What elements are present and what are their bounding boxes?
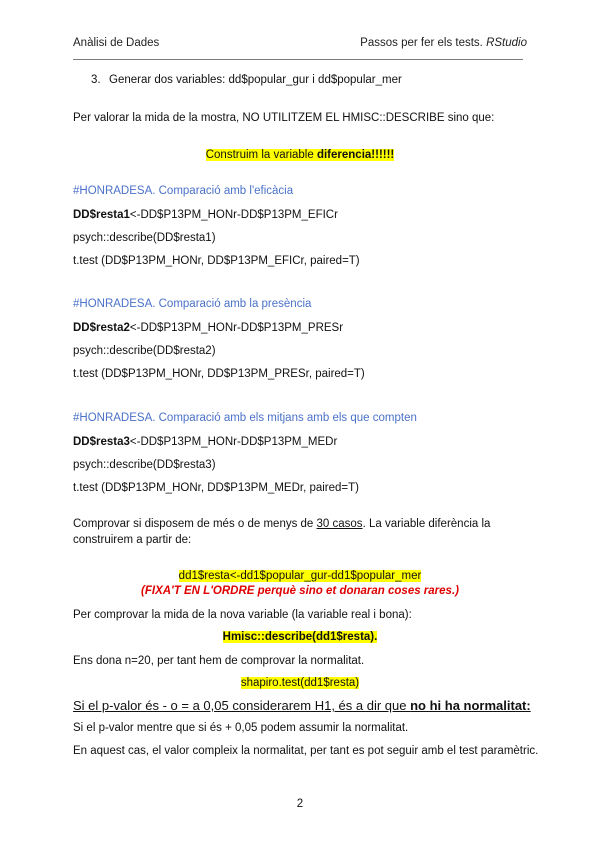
- check-line-1-underlined: 30 casos: [316, 518, 363, 530]
- section-1-assign-var: DD$resta1: [73, 209, 130, 221]
- highlight-text: [206, 149, 395, 161]
- formula-text: dd1$resta<-dd1$popular_gur-dd1$popular_mer: [178, 570, 422, 582]
- section-1-ttest: t.test (DD$P13PM_HONr, DD$P13PM_EFICr, paired=T): [73, 255, 360, 267]
- pvalue-line-1-plain: Si el p-valor és - o = a 0,05 considerarem H1, és a dir que: [73, 698, 411, 713]
- section-3-assign-expr: <-DD$P13PM_HONr-DD$P13PM_MEDr: [129, 436, 338, 448]
- order-warning: (FIXA'T EN L'ORDRE perquè sino et donaran coses rares.): [141, 585, 459, 597]
- section-1-assign: [73, 209, 338, 221]
- pvalue-line-1: [73, 698, 531, 713]
- highlight-bold: diferencia!!!!!!: [316, 149, 395, 161]
- hmisc-command: Hmisc::describe(dd1$resta).: [222, 631, 378, 643]
- section-2-assign: [73, 322, 343, 334]
- section-3-comment: #HONRADESA. Comparació amb els mitjans amb els que compten: [73, 412, 417, 424]
- hmisc-line: [0, 631, 600, 643]
- header-right-title: [360, 37, 527, 49]
- section-2-ttest: t.test (DD$P13PM_HONr, DD$P13PM_PRESr, paired=T): [73, 368, 365, 380]
- section-1-comment: #HONRADESA. Comparació amb l'eficàcia: [73, 185, 294, 197]
- shapiro-line: [0, 677, 600, 689]
- section-3-assign-var: DD$resta3: [73, 436, 130, 448]
- page-number: 2: [296, 798, 304, 810]
- n-text: Ens dona n=20, per tant hem de comprovar la normalitat.: [73, 655, 365, 667]
- header-left-title: Anàlisi de Dades: [73, 37, 160, 49]
- formula-line: [0, 570, 600, 582]
- header-right-plain: Passos per fer els tests.: [360, 37, 487, 49]
- shapiro-command: shapiro.test(dd1$resta): [240, 677, 360, 689]
- check-paragraph-line-1: [73, 518, 490, 530]
- section-3-describe: psych::describe(DD$resta3): [73, 459, 216, 471]
- highlight-plain: Construim la variable: [205, 149, 317, 161]
- section-3-assign: [73, 436, 337, 448]
- pvalue-line-1-bold: no hi ha normalitat:: [410, 698, 531, 713]
- check-line-1-a: Comprovar si disposem de més o de menys de: [73, 518, 317, 530]
- section-1-assign-expr: <-DD$P13PM_HONr-DD$P13PM_EFICr: [129, 209, 338, 221]
- step-text: Generar dos variables: dd$popular_gur i dd$popular_mer: [109, 74, 402, 86]
- check-paragraph-line-2: construirem a partir de:: [73, 534, 192, 546]
- section-3-ttest: t.test (DD$P13PM_HONr, DD$P13PM_MEDr, paired=T): [73, 482, 359, 494]
- section-2-assign-var: DD$resta2: [73, 322, 130, 334]
- section-2-assign-expr: <-DD$P13PM_HONr-DD$P13PM_PRESr: [129, 322, 344, 334]
- section-2-comment: #HONRADESA. Comparació amb la presència: [73, 298, 312, 310]
- check-line-1-b: . La variable diferència la: [362, 518, 491, 530]
- pvalue-line-2: Si el p-valor mentre que si és + 0,05 podem assumir la normalitat.: [73, 722, 409, 734]
- conclusion-text: En aquest cas, el valor compleix la normalitat, per tant es pot seguir amb el test paramètric.: [73, 745, 539, 757]
- intro-paragraph: Per valorar la mida de la mostra, NO UTILITZEM EL HMISC::DESCRIBE sino que:: [73, 112, 495, 124]
- section-1-describe: psych::describe(DD$resta1): [73, 232, 216, 244]
- highlight-line: [0, 149, 600, 161]
- header-rule: [73, 59, 523, 60]
- section-2-describe: psych::describe(DD$resta2): [73, 345, 216, 357]
- header-right-italic: RStudio: [486, 37, 527, 49]
- check-size-text: Per comprovar la mida de la nova variable (la variable real i bona):: [73, 609, 412, 621]
- step-number: 3.: [91, 74, 101, 86]
